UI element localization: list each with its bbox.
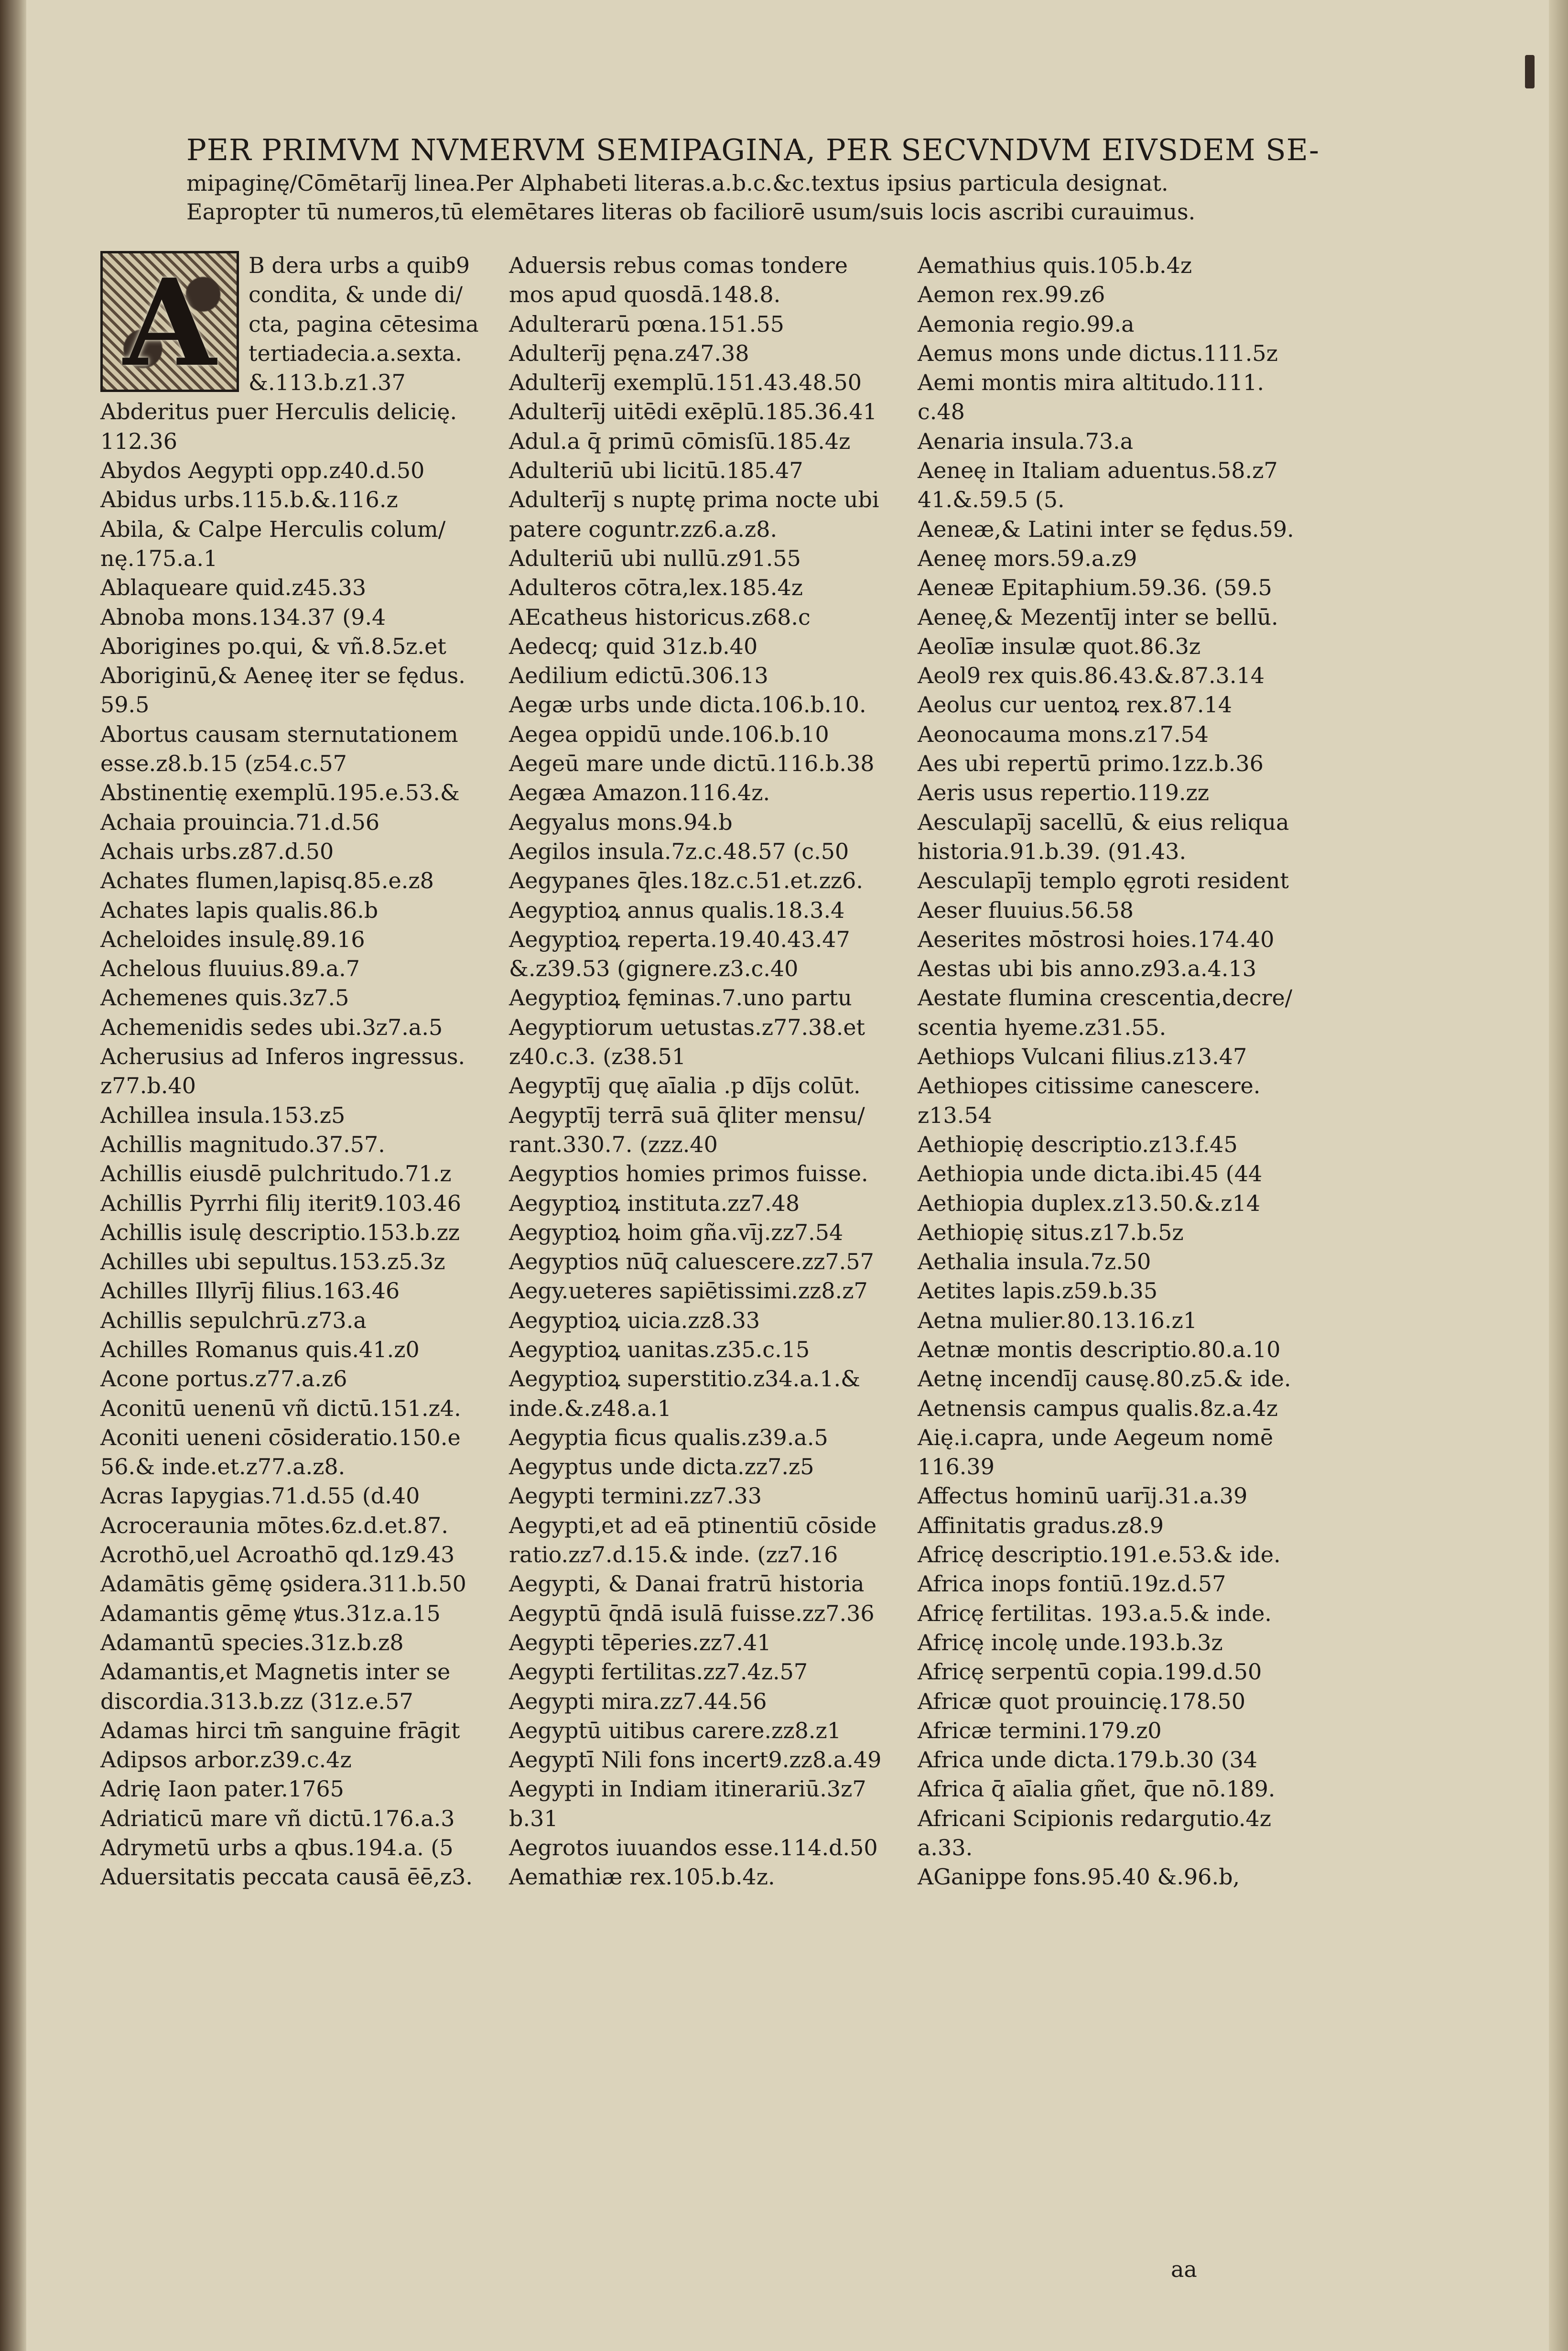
index-entry: Aedilium edictū.306.13 <box>509 663 768 689</box>
index-entry: Aegyptios homies primos fuisse. <box>509 1161 868 1187</box>
index-entry: Africa inops fontiū.19z.d.57 <box>918 1571 1226 1597</box>
index-entry: Aegyptīj quę aīalia .p dījs colūt. <box>509 1073 861 1099</box>
index-entry: Achemenes quis.3z7.5 <box>100 985 349 1011</box>
index-entry: Acroceraunia mōtes.6z.d.et.87. <box>100 1512 449 1538</box>
index-entry: Aegypti, & Danai fratrū historia <box>509 1571 865 1597</box>
index-entry: patere coguntr.zz6.a.z8. <box>509 516 778 542</box>
index-entry: Aetnę incendīj causę.80.z5.& ide. <box>918 1366 1291 1392</box>
index-entry: Aetites lapis.z59.b.35 <box>918 1278 1158 1304</box>
page-header <box>186 131 1320 226</box>
index-entry: Aeneę in Italiam aduentus.58.z7 <box>918 457 1278 484</box>
index-entry: Aesculapīj templo ęgroti resident <box>918 868 1289 894</box>
index-entry: Aeneę,& Mezentīj inter se bellū. <box>918 604 1278 630</box>
index-entry: nę.175.a.1 <box>100 545 218 571</box>
index-entry: Aegypti tēperies.zz7.41 <box>509 1629 771 1655</box>
index-entry: tertiadecia.a.sexta. <box>249 340 462 366</box>
index-entry: &.113.b.z1.37 <box>249 370 406 396</box>
index-entry: Aeser fluuius.56.58 <box>918 897 1134 923</box>
index-entry: Aetnæ montis descriptio.80.a.10 <box>918 1336 1281 1362</box>
index-entry: Aię.i.capra, unde Aegeum nomē <box>918 1424 1274 1450</box>
header-line-3: Eapropter tū numeros,tū elemētares literas ob faciliorē usum/suis locis ascribi curauimus. <box>186 199 1196 225</box>
index-entry: Adrymetū urbs a qbus.194.a. (5 <box>100 1835 454 1861</box>
index-entry: Acheloides insulę.89.16 <box>100 926 365 952</box>
gutter-binding <box>0 0 26 2351</box>
index-entry: Aesculapīj sacellū, & eius reliqua <box>918 809 1289 835</box>
index-entry: esse.z8.b.15 (z54.c.57 <box>100 751 347 777</box>
header-line-2: mipaginę/Cōmētarīj linea.Per Alphabeti literas.a.b.c.&c.textus ipsius particula designat. <box>186 170 1168 196</box>
index-entry: Aethiopię situs.z17.b.5z <box>918 1219 1184 1245</box>
index-entry: Aegyptioꝝ fęminas.7.uno partu <box>509 985 852 1011</box>
index-entry: Aegypanes q̄les.18z.c.51.et.zz6. <box>509 868 864 894</box>
index-entry: Aegilos insula.7z.c.48.57 (c.50 <box>509 838 849 864</box>
index-entry: Adulterīj exemplū.151.43.48.50 <box>509 370 862 396</box>
index-entry: Adrię Iaon pater.1765 <box>100 1776 344 1802</box>
index-entry: 41.&.59.5 (5. <box>918 487 1065 513</box>
index-entry: Achillis isulę descriptio.153.b.zz <box>100 1219 460 1245</box>
index-entry: Africæ termini.179.z0 <box>918 1717 1162 1743</box>
index-entry: Affectus hominū uarīj.31.a.39 <box>918 1483 1248 1509</box>
index-entry: Aetnensis campus qualis.8z.a.4z <box>918 1395 1278 1421</box>
index-entry: Abderitus puer Herculis delicię. <box>100 399 457 425</box>
index-entry: b.31 <box>509 1805 558 1831</box>
index-entry: Aestas ubi bis anno.z93.a.4.13 <box>918 956 1257 982</box>
index-entry: cta, pagina cētesima <box>249 311 479 337</box>
index-entry: Aemon rex.99.z6 <box>918 282 1105 308</box>
index-entry: Aeneæ,& Latini inter se fędus.59. <box>918 516 1294 542</box>
index-entry: Abidus urbs.115.b.&.116.z <box>100 487 398 513</box>
index-entry: Aegyptioꝝ annus qualis.18.3.4 <box>509 897 845 923</box>
index-entry: Achelous fluuius.89.a.7 <box>100 956 360 982</box>
index-entry: Adulterīj uitēdi exēplū.185.36.41 <box>509 399 877 425</box>
column-1-entries <box>100 397 483 1892</box>
index-entry: Abydos Aegypti opp.z40.d.50 <box>100 457 425 484</box>
index-entry: &.z39.53 (gignere.z3.c.40 <box>509 956 799 982</box>
index-entry: B dera urbs a quib9 <box>249 252 470 278</box>
index-entry: Adipsos arbor.z39.c.4z <box>100 1747 352 1773</box>
index-entry: Africę incolę unde.193.b.3z <box>918 1629 1223 1655</box>
index-entry: Africę descriptio.191.e.53.& ide. <box>918 1542 1281 1568</box>
index-entry: Adamantū species.31z.b.z8 <box>100 1629 404 1655</box>
index-entry: Aeserites mōstrosi hoies.174.40 <box>918 926 1275 952</box>
index-entry: Aduersis rebus comas tondere <box>509 252 848 278</box>
index-entry: Adulterīj s nuptę prima nocte ubi <box>509 487 879 513</box>
index-entry: Aegæa Amazon.116.4z. <box>509 780 770 806</box>
index-entry: Aethiopia unde dicta.ibi.45 (44 <box>918 1161 1263 1187</box>
index-entry: Africa unde dicta.179.b.30 (34 <box>918 1747 1258 1773</box>
decorated-initial <box>100 251 239 392</box>
index-entry: Aegeū mare unde dictū.116.b.38 <box>509 751 875 777</box>
index-entry: Aegyptioꝝ superstitio.z34.a.1.& <box>509 1366 861 1392</box>
index-entry: Aegyptioꝝ uanitas.z35.c.15 <box>509 1336 810 1362</box>
index-entry: Aegyptus unde dicta.zz7.z5 <box>509 1454 814 1480</box>
index-entry: Aestate flumina crescentia,decre/ <box>918 985 1293 1011</box>
index-entry: AEcatheus historicus.z68.c <box>509 604 811 630</box>
index-entry: z77.b.40 <box>100 1073 196 1099</box>
index-entry: Achillis Pyrrhi filiȷ iterit9.103.46 <box>100 1190 462 1216</box>
index-entry: Aeol9 rex quis.86.43.&.87.3.14 <box>918 663 1265 689</box>
index-entry: Aegyptia ficus qualis.z39.a.5 <box>509 1424 828 1450</box>
index-entry: Achilles Illyrīj filius.163.46 <box>100 1278 400 1304</box>
index-entry: Aenaria insula.73.a <box>918 428 1134 454</box>
index-entry: Achillis magnitudo.37.57. <box>100 1131 385 1157</box>
index-entry: Aethiopes citissime canescere. <box>918 1073 1261 1099</box>
index-entry: Adriaticū mare vñ dictū.176.a.3 <box>100 1805 455 1831</box>
index-entry: Achillis eiusdē pulchritudo.71.z <box>100 1161 452 1187</box>
index-entry: Achates lapis qualis.86.b <box>100 897 378 923</box>
signature-mark: aa <box>1171 2256 1197 2282</box>
index-entry: Aetna mulier.80.13.16.z1 <box>918 1307 1198 1333</box>
index-entry: Africa q̄ aīalia gñet, q̄ue nō.189. <box>918 1776 1276 1802</box>
index-entry: Aegyptū q̄ndā isulā fuisse.zz7.36 <box>509 1600 875 1626</box>
index-entry: Aegyptū uitibus carere.zz8.z1 <box>509 1717 841 1743</box>
index-entry: Africæ quot prouincię.178.50 <box>918 1688 1246 1714</box>
index-entry: Aegyptiorum uetustas.z77.38.et <box>509 1014 865 1040</box>
index-entry: Aegyptī Nili fons incert9.zz8.a.49 <box>509 1747 882 1773</box>
index-entry: Aemus mons unde dictus.111.5z <box>918 340 1278 366</box>
index-entry: Ablaqueare quid.z45.33 <box>100 575 367 601</box>
index-entry: historia.91.b.39. (91.43. <box>918 838 1187 864</box>
index-entry: Aedecq; quid 31z.b.40 <box>509 633 758 659</box>
index-entry: Acherusius ad Inferos ingressus. <box>100 1044 465 1070</box>
index-entry: Adamas hirci tm̄ sanguine frāgit <box>100 1717 460 1743</box>
index-entry: a.33. <box>918 1835 973 1861</box>
index-entry: Aegyalus mons.94.b <box>509 809 733 835</box>
column-3-entries <box>918 251 1329 1892</box>
index-entry: Aemonia regio.99.a <box>918 311 1135 337</box>
index-entry: discordia.313.b.zz (31z.e.57 <box>100 1688 413 1714</box>
index-column-2 <box>509 251 915 1892</box>
index-entry: 112.36 <box>100 428 177 454</box>
index-entry: Aconiti ueneni cōsideratio.150.e <box>100 1424 461 1450</box>
index-entry: Adamantis,et Magnetis inter se <box>100 1659 451 1685</box>
index-entry: Aegæ urbs unde dicta.106.b.10. <box>509 692 866 718</box>
initial-letter: A <box>123 252 216 393</box>
index-entry: Aegypti mira.zz7.44.56 <box>509 1688 767 1714</box>
index-entry: Aegyptios nūq̄ caluescere.zz7.57 <box>509 1249 874 1275</box>
index-column-1 <box>100 251 483 1892</box>
index-entry: Aboriginū,& Aeneę iter se fędus. <box>100 663 465 689</box>
index-entry: Aeris usus repertio.119.zz <box>918 780 1209 806</box>
index-entry: Adulteriū ubi licitū.185.47 <box>509 457 803 484</box>
index-entry: mos apud quosdā.148.8. <box>509 282 781 308</box>
index-entry: Aethiops Vulcani filius.z13.47 <box>918 1044 1247 1070</box>
index-entry: Achilles Romanus quis.41.z0 <box>100 1336 420 1362</box>
index-entry: Affinitatis gradus.z8.9 <box>918 1512 1164 1538</box>
index-entry: Aeneæ Epitaphium.59.36. (59.5 <box>918 575 1272 601</box>
index-entry: z13.54 <box>918 1102 992 1128</box>
initial-block <box>100 251 483 397</box>
index-entry: Aemi montis mira altitudo.111. <box>918 370 1264 396</box>
index-entry: Achais urbs.z87.d.50 <box>100 838 334 864</box>
index-entry: Aegyptioꝝ reperta.19.40.43.47 <box>509 926 850 952</box>
initial-lines <box>249 251 479 397</box>
index-entry: Africę fertilitas. 193.a.5.& inde. <box>918 1600 1272 1626</box>
index-entry: Aeonocauma mons.z17.54 <box>918 721 1209 747</box>
index-entry: Adamantis gēmę ꝟtus.31z.a.15 <box>100 1600 441 1626</box>
index-entry: Achillea insula.153.z5 <box>100 1102 346 1128</box>
index-entry: Aegyptīj terrā suā q̄liter mensu/ <box>509 1102 865 1128</box>
page-edge <box>1549 0 1568 2351</box>
index-entry: Abstinentię exemplū.195.e.53.& <box>100 780 460 806</box>
index-entry: Aegypti termini.zz7.33 <box>509 1483 762 1509</box>
index-entry: c.48 <box>918 399 965 425</box>
index-entry: condita, & unde di/ <box>249 282 463 308</box>
index-entry: Abila, & Calpe Herculis colum/ <box>100 516 446 542</box>
index-entry: Aegyptioꝝ hoim gña.vīj.zz7.54 <box>509 1219 843 1245</box>
index-entry: Aemathiæ rex.105.b.4z. <box>509 1864 775 1890</box>
index-entry: Achaia prouincia.71.d.56 <box>100 809 380 835</box>
index-entry: Aethiopia duplex.z13.50.&.z14 <box>918 1190 1261 1216</box>
index-entry: Adulterīj pęna.z47.38 <box>509 340 749 366</box>
index-entry: Achemenidis sedes ubi.3z7.a.5 <box>100 1014 443 1040</box>
index-entry: 56.& inde.et.z77.a.z8. <box>100 1454 346 1480</box>
index-entry: Aes ubi repertū primo.1zz.b.36 <box>918 751 1264 777</box>
index-entry: Achilles ubi sepultus.153.z5.3z <box>100 1249 445 1275</box>
index-entry: Achates flumen,lapisq.85.e.z8 <box>100 868 434 894</box>
index-entry: Aemathius quis.105.b.4z <box>918 252 1192 278</box>
index-entry: Adul.a q̄ primū cōmisſū.185.4z <box>509 428 851 454</box>
index-entry: Aegy.ueteres sapiētissimi.zz8.z7 <box>509 1278 868 1304</box>
index-entry: Abortus causam sternutationem <box>100 721 458 747</box>
column-2-entries <box>509 251 915 1892</box>
index-entry: Aegrotos iuuandos esse.114.d.50 <box>509 1835 878 1861</box>
index-entry: z40.c.3. (z38.51 <box>509 1044 686 1070</box>
index-entry: Abnoba mons.134.37 (9.4 <box>100 604 386 630</box>
index-entry: AGanippe fons.95.40 &.96.b, <box>918 1864 1240 1890</box>
index-entry: Aeolīæ insulæ quot.86.3z <box>918 633 1201 659</box>
index-entry: Aethiopię descriptio.z13.f.45 <box>918 1131 1238 1157</box>
index-entry: Aethalia insula.7z.50 <box>918 1249 1151 1275</box>
index-entry: Aborigines po.qui, & vñ.8.5z.et <box>100 633 446 659</box>
index-entry: Africę serpentū copia.199.d.50 <box>918 1659 1262 1685</box>
index-entry: Adamātis gēmę ꝯsidera.311.b.50 <box>100 1571 466 1597</box>
index-entry: ratio.zz7.d.15.& inde. (zz7.16 <box>509 1542 838 1568</box>
index-entry: 59.5 <box>100 692 150 718</box>
index-entry: Aegypti in Indiam itinerariū.3z7 <box>509 1776 866 1802</box>
index-entry: Aconitū uenenū vñ dictū.151.z4. <box>100 1395 461 1421</box>
index-entry: inde.&.z48.a.1 <box>509 1395 671 1421</box>
index-entry: Aeolus cur uentoꝝ rex.87.14 <box>918 692 1233 718</box>
index-entry: Acras Iapygias.71.d.55 (d.40 <box>100 1483 420 1509</box>
index-entry: Achillis sepulchrū.z73.a <box>100 1307 367 1333</box>
index-entry: Aegypti,et ad eā ptinentiū cōside <box>509 1512 877 1538</box>
index-entry: scentia hyeme.z31.55. <box>918 1014 1167 1040</box>
index-entry: Acone portus.z77.a.z6 <box>100 1366 347 1392</box>
index-column-3 <box>918 251 1329 1892</box>
index-entry: Acrothō,uel Acroathō qd.1z9.43 <box>100 1542 455 1568</box>
index-entry: Adulteros cōtra,lex.185.4z <box>509 575 803 601</box>
page-marker <box>1525 55 1535 88</box>
index-entry: Adulteriū ubi nullū.z91.55 <box>509 545 801 571</box>
index-entry: Adulterarū pœna.151.55 <box>509 311 784 337</box>
index-entry: Aeneę mors.59.a.z9 <box>918 545 1137 571</box>
index-entry: Aegyptioꝝ uicia.zz8.33 <box>509 1307 760 1333</box>
index-entry: Africani Scipionis redargutio.4z <box>918 1805 1272 1831</box>
index-entry: rant.330.7. (zzz.40 <box>509 1131 718 1157</box>
header-line-1: PER PRIMVM NVMERVM SEMIPAGINA, PER SECVNDVM EIVSDEM SE- <box>186 132 1320 167</box>
index-entry: Aegypti fertilitas.zz7.4z.57 <box>509 1659 808 1685</box>
index-entry: 116.39 <box>918 1454 995 1480</box>
index-entry: Aegea oppidū unde.106.b.10 <box>509 721 829 747</box>
index-entry: Aegyptioꝝ instituta.zz7.48 <box>509 1190 800 1216</box>
index-entry: Aduersitatis peccata causā ēē,z3. <box>100 1864 473 1890</box>
